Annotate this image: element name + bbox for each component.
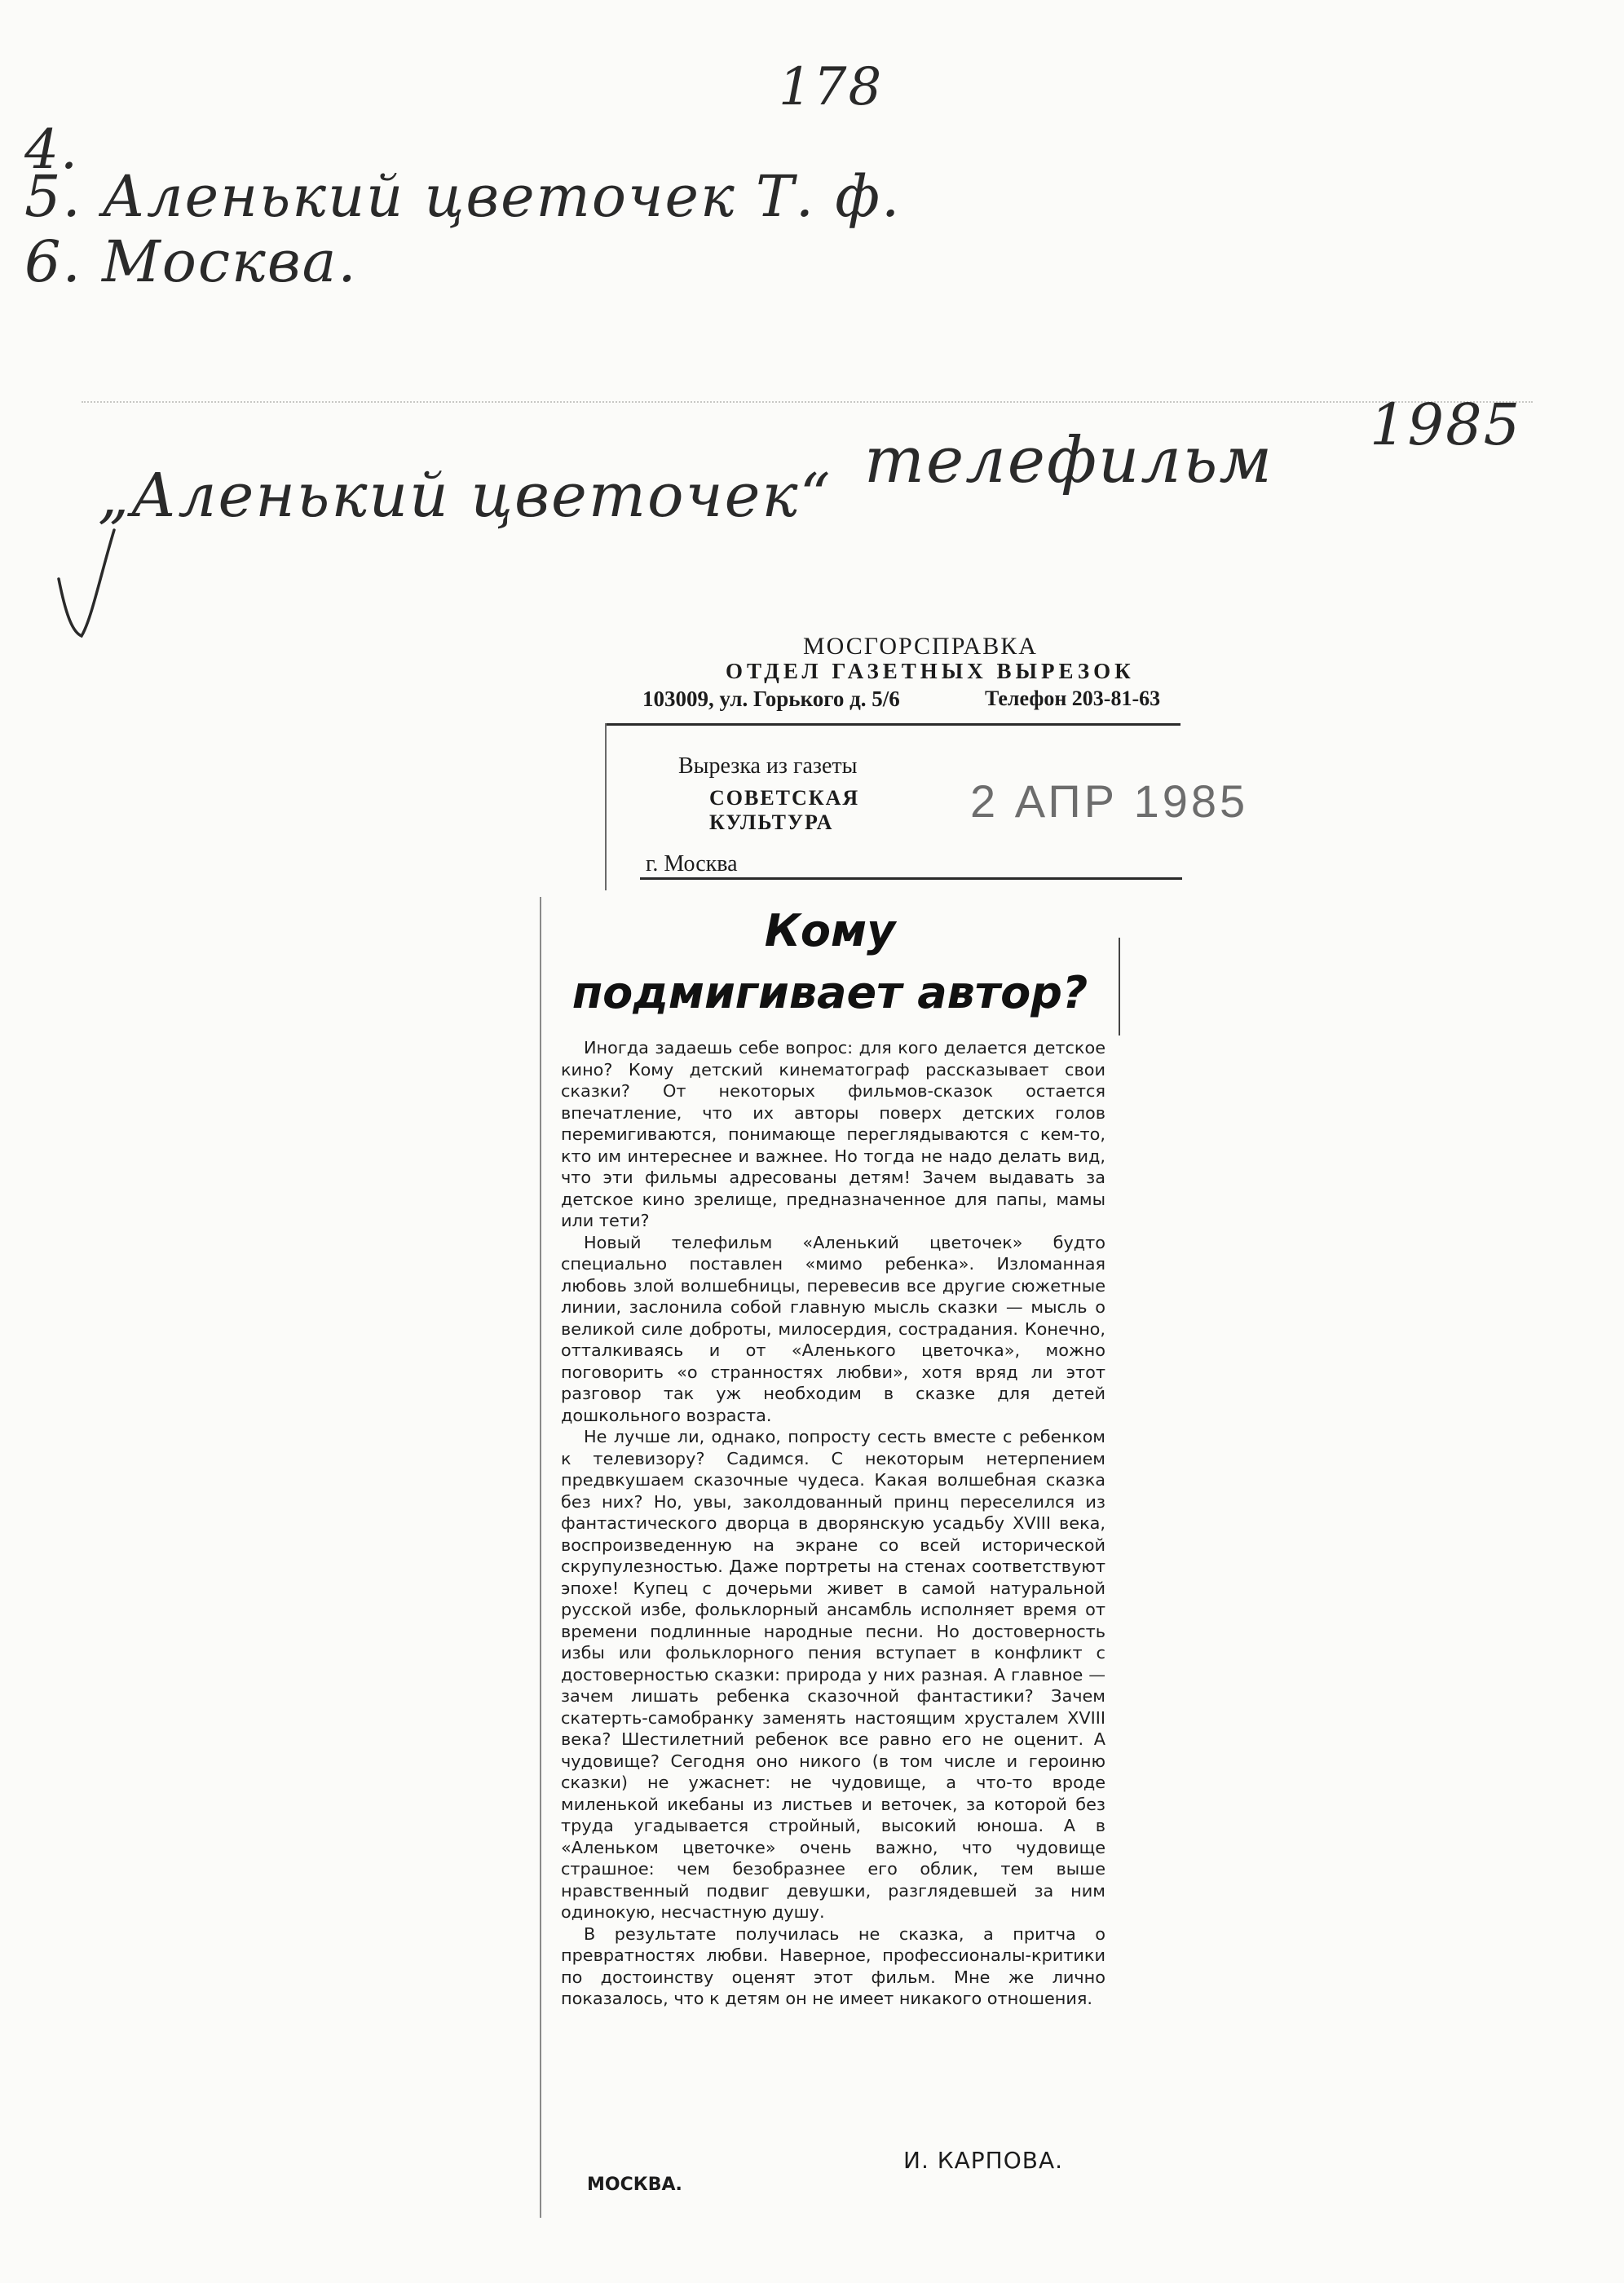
handwritten-line-6: 6. Москва.: [24, 228, 358, 295]
bureau-department: ОТДЕЛ ГАЗЕТНЫХ ВЫРЕЗОК: [726, 659, 1135, 683]
clipping-right-edge: [1119, 938, 1120, 1036]
bureau-name: МОСГОРСПРАВКА: [803, 633, 1038, 660]
clipping-left-edge: [540, 897, 541, 2218]
handwritten-telefilm: телефильм: [864, 424, 1274, 497]
stamp-rule-bottom: [640, 877, 1182, 880]
paragraph-4: В результате получилась не сказка, а притча о превратностях любви. Наверное, профессионалы-критики по достоинству оценят этот фильм. Мне же лично показалось, что к детям он не имеет никакого отношения.: [561, 1923, 1105, 2008]
headline-line2: подмигивает автор?: [571, 967, 1088, 1018]
newspaper-name-line2: КУЛЬТУРА: [709, 810, 834, 834]
article: [545, 905, 1115, 2210]
newspaper-name-line1: СОВЕТСКАЯ: [709, 786, 860, 810]
article-body: [561, 1037, 1105, 2010]
handwritten-year: 1985: [1370, 391, 1522, 458]
paragraph-3: Не лучше ли, однако, попросту сесть вместе с ребенком к телевизору? Садимся. С некоторым нетерпением предвкушаем сказочные чудеса. Какая волшебная сказка без них? Но, увы, заколдованный принц переселился из фантастического дворца в дворянскую усадьбу XVIII века, воспроизведенную на экране со всей исторической скрупулезностью. Даже портреты на стенах соответствуют эпохе! Купец с дочерьми живет в самой натуральной русской избе, фольклорный ансамбль исполняет время от времени подлинные народные песни. Но достоверность избы или фольклорного пения вступает в конфликт с достоверностью сказки: природа у них разная. А главное — зачем лишать ребенка сказочной фантастики? Зачем скатерть-самобранку заменять настоящим хрусталем XVIII века? Шестилетний ребенок все равно его не оценит. А чудовище? Сегодня оно никого (в том числе и героиню сказки) не ужаснет: не чудовище, а что-то вроде миленькой икебаны из листьев и веточек, за которой без труда угадывается стройный, высокий юноша. А в «Аленьком цветочке» очень важно, что чудовище страшное: чем безобразнее его облик, тем выше нравственный подвиг девушки, разглядевшей за ним одинокую, несчастную душу.: [561, 1427, 1105, 1922]
bureau-address: 103009, ул. Горького д. 5/6: [642, 687, 900, 711]
headline-line1: Кому: [764, 905, 896, 956]
handwritten-line-4: 4.: [24, 118, 79, 181]
handwritten-line-5: 5. Аленький цветочек Т. ф.: [24, 163, 902, 230]
paragraph-1: Иногда задаешь себе вопрос: для кого делается детское кино? Кому детский кинематограф рассказывает свои сказки? От некоторых фильмов-сказок остается впечатление, что их авторы поверх детских голов перемигиваются, понимающе переглядываются с кем-то, кто им интереснее и важнее. Но тогда не надо делать вид, что эти фильмы адресованы детям! Зачем выдавать за детское кино зрелище, предназначенное для папы, мамы или тети?: [561, 1038, 1105, 1230]
paragraph-2: Новый телефильм «Аленький цветочек» будто специально поставлен «мимо ребенка». Изломанная любовь злой волшебницы, перевесив все другие сюжетные линии, заслонила собой главную мысль сказки — мысль о великой силе доброты, милосердия, сострадания. Конечно, отталкиваясь и от «Аленького цветочка», можно поговорить «о странностях любви», хотя вряд ли этот разговор так уж необходим в сказке для детей дошкольного возраста.: [561, 1232, 1105, 1425]
handwritten-film-title: „Аленький цветочек“: [98, 461, 832, 531]
checkmark-icon: [49, 522, 122, 644]
date-stamp: 2 АПР 1985: [970, 775, 1249, 827]
stamp-rule-top: [605, 723, 1180, 726]
city-label: г. Москва: [646, 851, 738, 877]
page-number: 178: [779, 57, 884, 117]
stamp-left-border: [605, 723, 607, 890]
clip-label: Вырезка из газеты: [678, 753, 858, 779]
article-author: И. КАРПОВА.: [903, 2147, 1064, 2174]
bureau-phone: Телефон 203-81-63: [985, 687, 1161, 710]
dotted-separator: [82, 401, 1533, 403]
article-city: МОСКВА.: [587, 2175, 682, 2195]
